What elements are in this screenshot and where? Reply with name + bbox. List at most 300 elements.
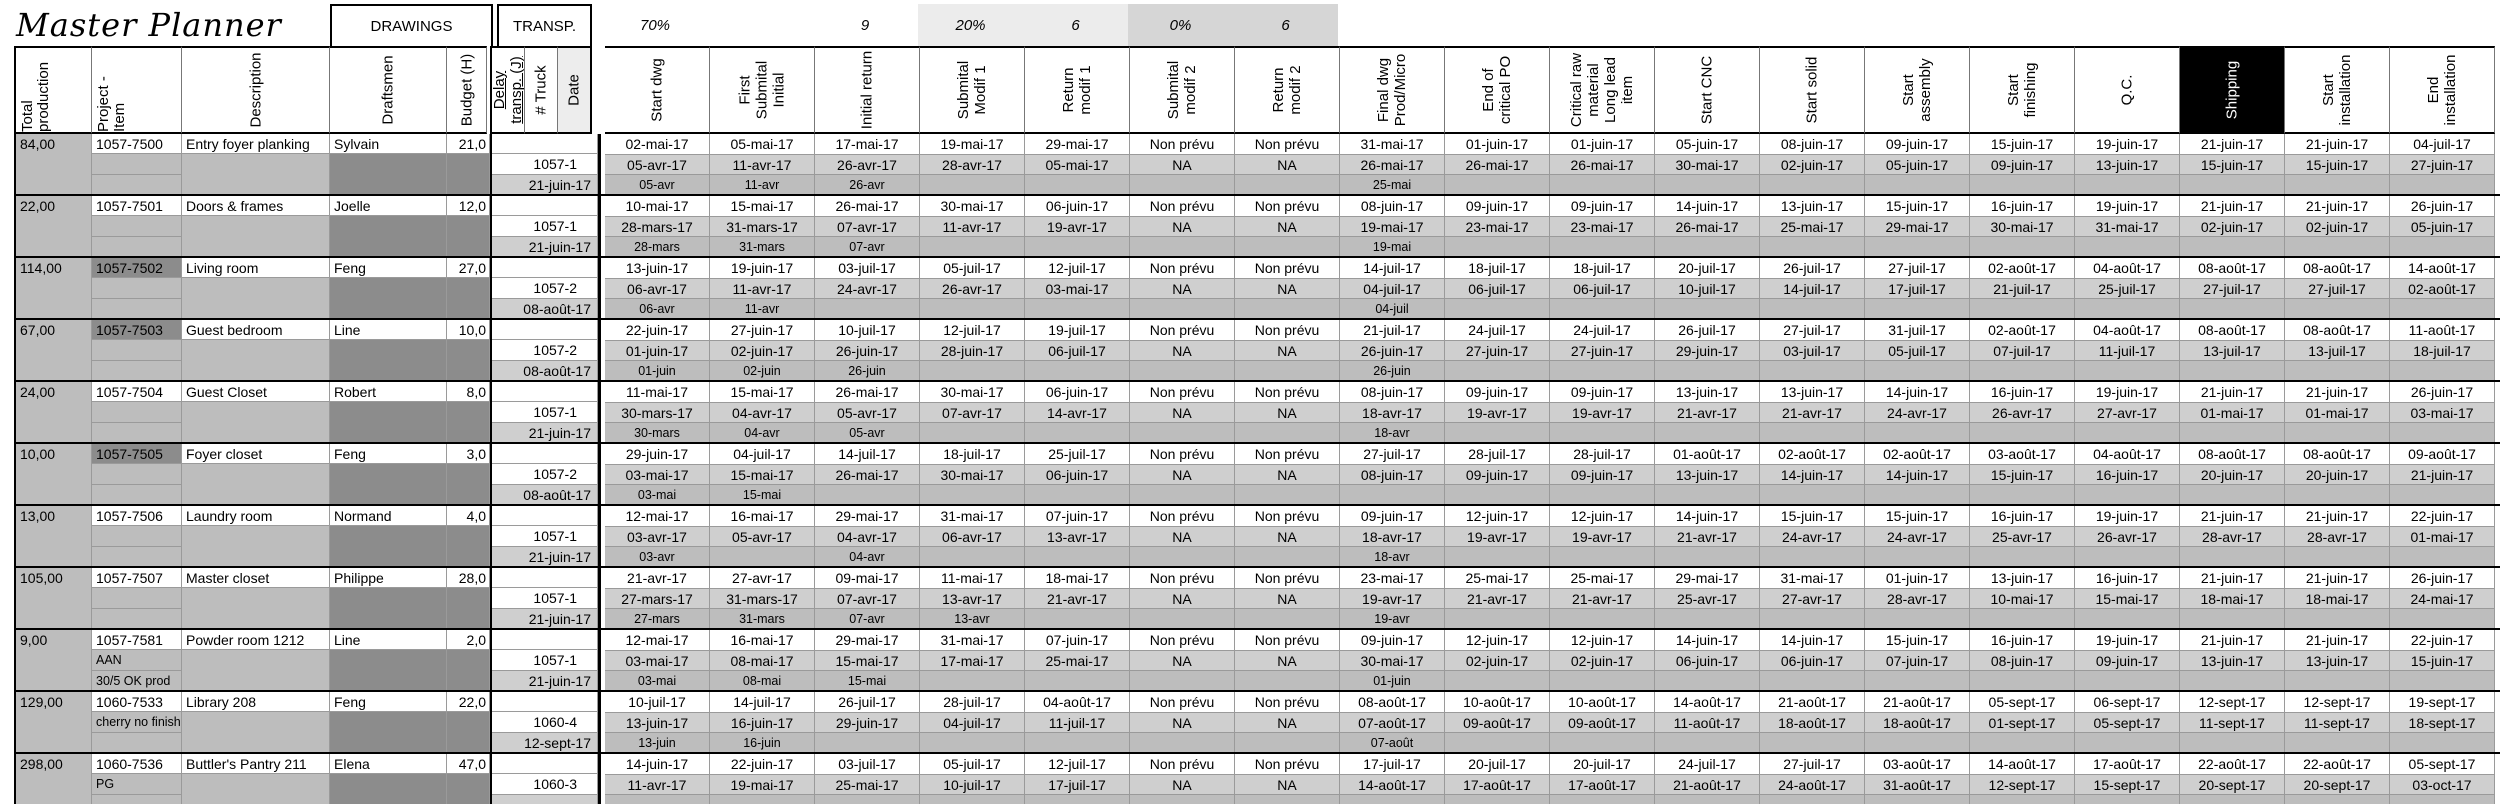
sub-date-cell: 07-août [1340, 733, 1445, 754]
sub-date-cell: 03-mai [605, 485, 710, 506]
sub-date-cell [2285, 485, 2390, 506]
sub-date-cell [1760, 423, 1865, 444]
planned-date-cell: 04-juil-17 [710, 444, 815, 465]
truck-fill [492, 630, 598, 650]
sub-date-cell: 01-juin [605, 361, 710, 382]
actual-date-cell: 13-juil-17 [2180, 341, 2285, 361]
truck-fill [492, 196, 598, 216]
sub-date-cell [2285, 175, 2390, 196]
planned-date-cell: 19-juin-17 [2075, 506, 2180, 527]
planned-date-cell: 17-juil-17 [1340, 754, 1445, 775]
actual-date-cell: 08-mai-17 [710, 651, 815, 671]
description-cell: Living room [182, 258, 330, 278]
header-milestone [1970, 46, 2075, 134]
table-row[interactable] [0, 196, 2500, 258]
planned-date-cell: 21-juin-17 [2180, 506, 2285, 527]
table-row[interactable] [0, 134, 2500, 196]
actual-date-cell: 15-juin-17 [2390, 651, 2495, 671]
draftsman-cell: Feng [330, 444, 447, 464]
planned-date-cell: 15-mai-17 [710, 382, 815, 403]
planned-date-cell: 10-août-17 [1550, 692, 1655, 713]
planned-date-cell: 02-mai-17 [605, 134, 710, 155]
planned-date-cell: 14-juin-17 [1865, 382, 1970, 403]
ship-date-cell: 21-juin-17 [492, 671, 598, 692]
actual-date-cell: 28-avr-17 [2285, 527, 2390, 547]
sub-date-cell [2285, 609, 2390, 630]
sub-date-cell [2390, 237, 2495, 258]
planned-date-cell: Non prévu [1235, 258, 1340, 279]
sub-date-cell [2285, 361, 2390, 382]
sub-date-cell [2075, 671, 2180, 692]
actual-date-cell: 25-mai-17 [815, 775, 920, 795]
sub-date-cell: 07-avr [815, 609, 920, 630]
planned-date-cell: 14-août-17 [1655, 692, 1760, 713]
truck-cell: 1057-1 [492, 526, 598, 547]
sub-date-cell [1235, 423, 1340, 444]
actual-date-cell: 08-juin-17 [1340, 465, 1445, 485]
sub-date-cell: 04-avr [710, 423, 815, 444]
budget-cell: 12,0 [447, 196, 490, 216]
table-row[interactable] [0, 506, 2500, 568]
sub-date-cell [710, 547, 815, 568]
sub-date-cell [1130, 423, 1235, 444]
sub-date-cell [1550, 671, 1655, 692]
actual-date-cell: 02-juin-17 [1760, 155, 1865, 175]
description-fill [182, 402, 330, 444]
sub-date-cell [1130, 299, 1235, 320]
actual-date-cell: 27-juin-17 [1550, 341, 1655, 361]
planned-date-cell: 12-sept-17 [2285, 692, 2390, 713]
actual-date-cell: NA [1235, 155, 1340, 175]
actual-date-cell: 07-août-17 [1340, 713, 1445, 733]
planned-date-cell: 10-juil-17 [605, 692, 710, 713]
actual-date-cell: 24-avr-17 [815, 279, 920, 299]
draftsman-cell: Line [330, 630, 447, 650]
budget-cell: 8,0 [447, 382, 490, 402]
table-row[interactable] [0, 382, 2500, 444]
table-row[interactable] [0, 568, 2500, 630]
actual-date-cell: 03-mai-17 [605, 651, 710, 671]
actual-date-cell: 15-mai-17 [710, 465, 815, 485]
actual-date-cell: 16-juin-17 [710, 713, 815, 733]
planned-date-cell: 18-juil-17 [920, 444, 1025, 465]
planned-date-cell: 10-juil-17 [815, 320, 920, 341]
table-row[interactable] [0, 320, 2500, 382]
actual-date-cell: 10-juil-17 [1655, 279, 1760, 299]
truck-fill [492, 444, 598, 464]
actual-date-cell: 02-juin-17 [1445, 651, 1550, 671]
planned-date-cell: 26-juil-17 [815, 692, 920, 713]
sub-date-cell [2390, 299, 2495, 320]
table-row[interactable] [0, 692, 2500, 754]
planned-date-cell: 04-août-17 [2075, 258, 2180, 279]
planned-date-cell: 09-mai-17 [815, 568, 920, 589]
header-label: Project - Item [95, 76, 128, 132]
planned-date-cell: 04-août-17 [1025, 692, 1130, 713]
sub-date-cell [2180, 361, 2285, 382]
budget-cell: 22,0 [447, 692, 490, 712]
planned-date-cell: 26-juil-17 [1655, 320, 1760, 341]
actual-date-cell: 19-mai-17 [1340, 217, 1445, 237]
planned-date-cell: 21-juin-17 [2285, 382, 2390, 403]
actual-date-cell: 13-juin-17 [2180, 651, 2285, 671]
budget-fill [447, 464, 490, 506]
planned-date-cell: 19-juin-17 [2075, 630, 2180, 651]
planned-date-cell: 08-août-17 [2180, 444, 2285, 465]
ship-date-cell [492, 795, 598, 804]
sub-date-cell [1130, 361, 1235, 382]
actual-date-cell: 15-sept-17 [2075, 775, 2180, 795]
sub-date-cell [2390, 485, 2495, 506]
sub-date-cell [1865, 485, 1970, 506]
draftsman-fill [330, 712, 447, 754]
planned-date-cell: 12-juin-17 [1550, 630, 1655, 651]
draftsman-fill [330, 526, 447, 568]
actual-date-cell: 26-juin-17 [1340, 341, 1445, 361]
actual-date-cell: 19-avr-17 [1550, 403, 1655, 423]
project-note-2 [92, 361, 182, 382]
actual-date-cell: 18-août-17 [1865, 713, 1970, 733]
budget-fill [447, 712, 490, 754]
sub-date-cell [1550, 361, 1655, 382]
total-production-cell: 129,00 [14, 692, 92, 754]
sub-date-cell [1025, 671, 1130, 692]
project-item-cell: 1057-7507 [92, 568, 182, 588]
sub-date-cell [1235, 795, 1340, 804]
planned-date-cell: 16-juin-17 [2075, 568, 2180, 589]
planned-date-cell: 03-juil-17 [815, 258, 920, 279]
header-delay [490, 46, 525, 134]
ship-date-cell: 21-juin-17 [492, 609, 598, 630]
budget-fill [447, 526, 490, 568]
sub-date-cell [1760, 609, 1865, 630]
header-label: Draftsmen [379, 55, 397, 125]
project-item-cell: 1057-7500 [92, 134, 182, 154]
total-production-cell: 22,00 [14, 196, 92, 258]
total-production-cell: 298,00 [14, 754, 92, 804]
sub-date-cell [1025, 175, 1130, 196]
sub-date-cell [1550, 299, 1655, 320]
sub-date-cell [2285, 733, 2390, 754]
ship-date-cell: 08-août-17 [492, 299, 598, 320]
description-fill [182, 526, 330, 568]
truck-fill [492, 692, 598, 712]
actual-date-cell: 07-juin-17 [1865, 651, 1970, 671]
sub-date-cell [2180, 237, 2285, 258]
sub-date-cell: 15-mai [710, 485, 815, 506]
ship-date-cell: 08-août-17 [492, 361, 598, 382]
planned-date-cell: 12-mai-17 [605, 506, 710, 527]
planned-date-cell: 14-juin-17 [1655, 630, 1760, 651]
header-label: # Truck [532, 65, 550, 115]
sub-date-cell: 26-avr [815, 175, 920, 196]
planned-date-cell: 12-juin-17 [1550, 506, 1655, 527]
planned-date-cell: 27-juil-17 [1760, 320, 1865, 341]
sub-date-cell [1655, 795, 1760, 804]
header-label: Start finishing [2005, 62, 2039, 118]
project-note-1: PG [92, 774, 182, 795]
actual-date-cell: 14-juin-17 [1865, 465, 1970, 485]
sub-date-cell [1235, 609, 1340, 630]
sub-date-cell [1865, 733, 1970, 754]
planned-date-cell: 05-mai-17 [710, 134, 815, 155]
actual-date-cell: 10-mai-17 [1970, 589, 2075, 609]
ship-date-cell: 21-juin-17 [492, 175, 598, 196]
actual-date-cell: 11-juil-17 [1025, 713, 1130, 733]
actual-date-cell: 15-juin-17 [2180, 155, 2285, 175]
sub-date-cell [1550, 485, 1655, 506]
planned-date-cell: Non prévu [1130, 196, 1235, 217]
planned-date-cell: 22-août-17 [2285, 754, 2390, 775]
actual-date-cell: 25-avr-17 [1970, 527, 2075, 547]
planned-date-cell: 08-août-17 [2285, 444, 2390, 465]
sub-date-cell: 18-avr [1340, 547, 1445, 568]
actual-date-cell: 17-juil-17 [1025, 775, 1130, 795]
sub-date-cell [1445, 547, 1550, 568]
sub-date-cell [1340, 485, 1445, 506]
planned-date-cell: Non prévu [1130, 382, 1235, 403]
planned-date-cell: 31-juil-17 [1865, 320, 1970, 341]
project-note-1 [92, 402, 182, 423]
sub-date-cell [815, 795, 920, 804]
planned-date-cell: Non prévu [1130, 444, 1235, 465]
planned-date-cell: Non prévu [1130, 320, 1235, 341]
actual-date-cell: 26-avr-17 [815, 155, 920, 175]
sub-date-cell [1760, 485, 1865, 506]
table-row[interactable] [0, 630, 2500, 692]
actual-date-cell: 09-juin-17 [1445, 465, 1550, 485]
header-milestone [2075, 46, 2180, 134]
truck-fill [492, 506, 598, 526]
actual-date-cell: 19-mai-17 [710, 775, 815, 795]
planned-date-cell: 21-août-17 [1760, 692, 1865, 713]
planned-date-cell: Non prévu [1235, 134, 1340, 155]
actual-date-cell: 24-mai-17 [2390, 589, 2495, 609]
sub-date-cell [1025, 609, 1130, 630]
sub-date-cell [2285, 299, 2390, 320]
planned-date-cell: Non prévu [1235, 196, 1340, 217]
sub-date-cell [1760, 299, 1865, 320]
planned-date-cell: 13-juin-17 [1970, 568, 2075, 589]
planned-date-cell: 23-mai-17 [1340, 568, 1445, 589]
sub-date-cell [1235, 361, 1340, 382]
planned-date-cell: 04-août-17 [2075, 320, 2180, 341]
actual-date-cell: NA [1130, 589, 1235, 609]
header-label: Submital Modif 1 [955, 60, 989, 120]
budget-cell: 2,0 [447, 630, 490, 650]
header-milestone [1655, 46, 1760, 134]
sub-date-cell [1130, 671, 1235, 692]
table-row[interactable] [0, 258, 2500, 320]
header-budget [447, 46, 487, 134]
budget-cell: 47,0 [447, 754, 490, 774]
sub-date-cell [1445, 423, 1550, 444]
actual-date-cell: 09-août-17 [1445, 713, 1550, 733]
planned-date-cell: 12-juil-17 [1025, 754, 1130, 775]
planned-date-cell: 21-juin-17 [2180, 134, 2285, 155]
sub-date-cell [1025, 547, 1130, 568]
planned-date-cell: 25-mai-17 [1445, 568, 1550, 589]
planned-date-cell: 26-juil-17 [1760, 258, 1865, 279]
sub-date-cell [1865, 299, 1970, 320]
actual-date-cell: 05-juin-17 [1865, 155, 1970, 175]
sub-date-cell [1445, 361, 1550, 382]
sub-date-cell [1655, 671, 1760, 692]
header-milestone [710, 46, 815, 134]
sub-date-cell [1865, 361, 1970, 382]
project-note-2 [92, 299, 182, 320]
actual-date-cell: 21-juin-17 [2390, 465, 2495, 485]
sub-date-cell [2285, 671, 2390, 692]
planned-date-cell: 08-juin-17 [1760, 134, 1865, 155]
actual-date-cell: 30-mai-17 [1970, 217, 2075, 237]
truck-fill [492, 258, 598, 278]
actual-date-cell: 16-juin-17 [2075, 465, 2180, 485]
sub-date-cell: 30-mars [605, 423, 710, 444]
actual-date-cell: NA [1235, 589, 1340, 609]
actual-date-cell: 31-mars-17 [710, 589, 815, 609]
sub-date-cell [1340, 795, 1445, 804]
actual-date-cell: 13-juin-17 [1655, 465, 1760, 485]
sub-date-cell [1760, 237, 1865, 258]
description-cell: Guest bedroom [182, 320, 330, 340]
project-note-2 [92, 733, 182, 754]
planned-date-cell: Non prévu [1130, 568, 1235, 589]
header-total-production [14, 46, 92, 134]
table-row[interactable] [0, 444, 2500, 506]
sub-date-cell [920, 299, 1025, 320]
sub-date-cell: 28-mars [605, 237, 710, 258]
ship-date-cell: 12-sept-17 [492, 733, 598, 754]
planned-date-cell: 26-juin-17 [2390, 382, 2495, 403]
actual-date-cell: NA [1130, 279, 1235, 299]
planned-date-cell: 16-juin-17 [1970, 196, 2075, 217]
sub-date-cell [1445, 609, 1550, 630]
draftsman-fill [330, 154, 447, 196]
sub-date-cell [2180, 423, 2285, 444]
draftsman-cell: Elena [330, 754, 447, 774]
table-row[interactable] [0, 754, 2500, 804]
stat-value: 9 [860, 16, 870, 34]
actual-date-cell: 13-juin-17 [2075, 155, 2180, 175]
actual-date-cell: 24-avr-17 [1760, 527, 1865, 547]
sub-date-cell: 06-avr [605, 299, 710, 320]
budget-cell: 28,0 [447, 568, 490, 588]
sub-date-cell [2075, 299, 2180, 320]
sub-date-cell [1025, 361, 1130, 382]
sub-date-cell [1970, 361, 2075, 382]
sub-date-cell [1655, 299, 1760, 320]
project-item-cell: 1057-7581 [92, 630, 182, 650]
planned-date-cell: 28-juil-17 [1550, 444, 1655, 465]
planned-date-cell: 09-juin-17 [1865, 134, 1970, 155]
actual-date-cell: 05-juin-17 [2390, 217, 2495, 237]
sub-date-cell [2075, 795, 2180, 804]
actual-date-cell: 26-mai-17 [1340, 155, 1445, 175]
sub-date-cell [1865, 547, 1970, 568]
actual-date-cell: 30-mai-17 [1340, 651, 1445, 671]
sub-date-cell [1025, 423, 1130, 444]
sub-date-cell [2075, 175, 2180, 196]
sub-date-cell [2285, 423, 2390, 444]
header-label: Start dwg [648, 58, 666, 122]
project-item-cell: 1057-7503 [92, 320, 182, 340]
total-production-cell: 114,00 [14, 258, 92, 320]
actual-date-cell: 02-août-17 [2390, 279, 2495, 299]
actual-date-cell: 23-mai-17 [1550, 217, 1655, 237]
actual-date-cell: 21-avr-17 [1445, 589, 1550, 609]
actual-date-cell: 18-mai-17 [2285, 589, 2390, 609]
project-note-1 [92, 154, 182, 175]
planned-date-cell: 27-juil-17 [1760, 754, 1865, 775]
sub-date-cell [2180, 299, 2285, 320]
planned-date-cell: 11-mai-17 [920, 568, 1025, 589]
truck-fill [492, 754, 598, 774]
actual-date-cell: 30-mai-17 [920, 465, 1025, 485]
planned-date-cell: 13-juin-17 [1760, 196, 1865, 217]
actual-date-cell: 02-juin-17 [710, 341, 815, 361]
actual-date-cell: 04-juil-17 [920, 713, 1025, 733]
header-date [558, 46, 592, 134]
planned-date-cell: 18-mai-17 [1025, 568, 1130, 589]
sub-date-cell [2075, 423, 2180, 444]
actual-date-cell: 05-avr-17 [710, 527, 815, 547]
header-milestone [815, 46, 920, 134]
draftsman-fill [330, 402, 447, 444]
actual-date-cell: 23-mai-17 [1445, 217, 1550, 237]
planned-date-cell: 01-août-17 [1655, 444, 1760, 465]
sub-date-cell [1760, 795, 1865, 804]
actual-date-cell: 09-juin-17 [2075, 651, 2180, 671]
planned-date-cell: 22-juin-17 [605, 320, 710, 341]
planned-date-cell: 20-juil-17 [1445, 754, 1550, 775]
planned-date-cell: 16-juin-17 [1970, 630, 2075, 651]
actual-date-cell: 03-mai-17 [2390, 403, 2495, 423]
actual-date-cell: 21-juil-17 [1970, 279, 2075, 299]
planned-date-cell: 08-août-17 [2180, 258, 2285, 279]
budget-fill [447, 774, 490, 804]
planned-date-cell: 05-juil-17 [920, 258, 1025, 279]
actual-date-cell: 26-mai-17 [1655, 217, 1760, 237]
actual-date-cell: 06-juin-17 [1655, 651, 1760, 671]
actual-date-cell: 28-juin-17 [920, 341, 1025, 361]
sub-date-cell [920, 485, 1025, 506]
actual-date-cell: 07-juil-17 [1970, 341, 2075, 361]
sub-date-cell [2390, 671, 2495, 692]
sub-date-cell [2390, 547, 2495, 568]
planned-date-cell: 09-juin-17 [1340, 506, 1445, 527]
truck-cell: 1057-1 [492, 650, 598, 671]
project-item-cell: 1057-7505 [92, 444, 182, 464]
header-milestone [1235, 46, 1340, 134]
actual-date-cell: 30-mars-17 [605, 403, 710, 423]
sub-date-cell [1130, 609, 1235, 630]
header-label: Critical raw material Long lead item [1568, 52, 1636, 128]
sub-date-cell [1550, 237, 1655, 258]
header-milestone [1445, 46, 1550, 134]
header-label: Final dwg Prod/Micro [1375, 53, 1409, 127]
budget-fill [447, 216, 490, 258]
actual-date-cell: 26-mai-17 [1445, 155, 1550, 175]
sub-date-cell [1550, 733, 1655, 754]
actual-date-cell: 17-août-17 [1550, 775, 1655, 795]
truck-cell: 1057-2 [492, 464, 598, 485]
planned-date-cell: 16-juin-17 [1970, 382, 2075, 403]
sub-date-cell [1445, 485, 1550, 506]
planned-date-cell: Non prévu [1130, 754, 1235, 775]
sub-date-cell [815, 485, 920, 506]
sub-date-cell [1865, 175, 1970, 196]
